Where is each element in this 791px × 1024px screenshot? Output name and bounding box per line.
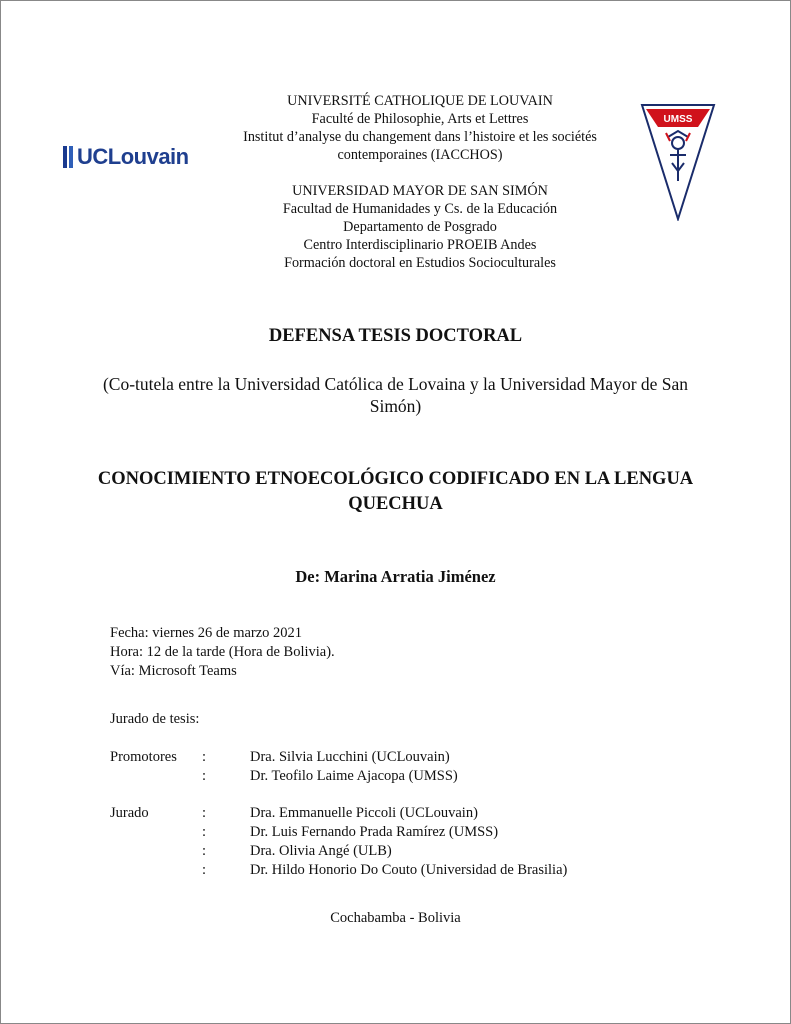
location-footer: Cochabamba - Bolivia: [330, 910, 461, 926]
separator: :: [202, 843, 207, 859]
header-line: Facultad de Humanidades y Cs. de la Educación: [282, 201, 558, 217]
institution-header: [185, 92, 655, 272]
date-line: Fecha: viernes 26 de marzo 2021: [110, 625, 303, 641]
separator: :: [202, 824, 207, 840]
jury-row: [110, 748, 670, 767]
jury-row: [110, 767, 670, 786]
header-line: contemporaines (IACCHOS): [337, 147, 503, 163]
header-line: UNIVERSIDAD MAYOR DE SAN SIMÓN: [292, 183, 548, 199]
uclouvain-logo-mark: [63, 146, 73, 168]
jury-row: [110, 861, 670, 880]
thesis-title: CONOCIMIENTO ETNOECOLÓGICO CODIFICADO EN LA LENGUA QUECHUA: [97, 469, 694, 514]
defense-info: [110, 624, 335, 681]
header-line: Faculté de Philosophie, Arts et Lettres: [311, 111, 529, 127]
jury-heading: Jurado de tesis:: [110, 711, 200, 727]
separator: :: [202, 768, 207, 784]
header-line: Departamento de Posgrado: [343, 219, 497, 235]
member-name: Dr. Luis Fernando Prada Ramírez (UMSS): [250, 824, 499, 840]
jury-row: [110, 823, 670, 842]
jury-row: [110, 842, 670, 861]
platform-line: Vía: Microsoft Teams: [110, 663, 237, 679]
separator: :: [202, 805, 207, 821]
uclouvain-logo: [63, 144, 189, 170]
role-label: Jurado: [110, 805, 149, 821]
member-name: Dr. Hildo Honorio Do Couto (Universidad de Brasilia): [250, 862, 568, 878]
header-line: Formación doctoral en Estudios Socioculturales: [284, 255, 556, 271]
separator: :: [202, 862, 207, 878]
header-line: Centro Interdisciplinario PROEIB Andes: [303, 237, 537, 253]
member-name: Dra. Emmanuelle Piccoli (UCLouvain): [250, 805, 478, 821]
jury-list: [110, 748, 670, 880]
jury-row: [110, 804, 670, 823]
author-line: De: Marina Arratia Jiménez: [295, 567, 496, 586]
member-name: Dr. Teofilo Laime Ajacopa (UMSS): [250, 768, 458, 784]
time-line: Hora: 12 de la tarde (Hora de Bolivia).: [110, 644, 335, 660]
umss-logo-text: UMSS: [663, 114, 693, 125]
header-line: UNIVERSITÉ CATHOLIQUE DE LOUVAIN: [287, 93, 553, 109]
role-label: Promotores: [110, 749, 177, 765]
separator: :: [202, 749, 207, 765]
member-name: Dra. Silvia Lucchini (UCLouvain): [250, 749, 450, 765]
member-name: Dra. Olivia Angé (ULB): [250, 843, 392, 859]
document-title: DEFENSA TESIS DOCTORAL: [268, 326, 523, 346]
document-subtitle: (Co-tutela entre la Universidad Católica de Lovaina y la Universidad Mayor de San Simón): [102, 374, 689, 416]
uclouvain-logo-text: UCLouvain: [77, 144, 189, 169]
header-line: Institut d’analyse du changement dans l’histoire et les sociétés: [243, 129, 597, 145]
